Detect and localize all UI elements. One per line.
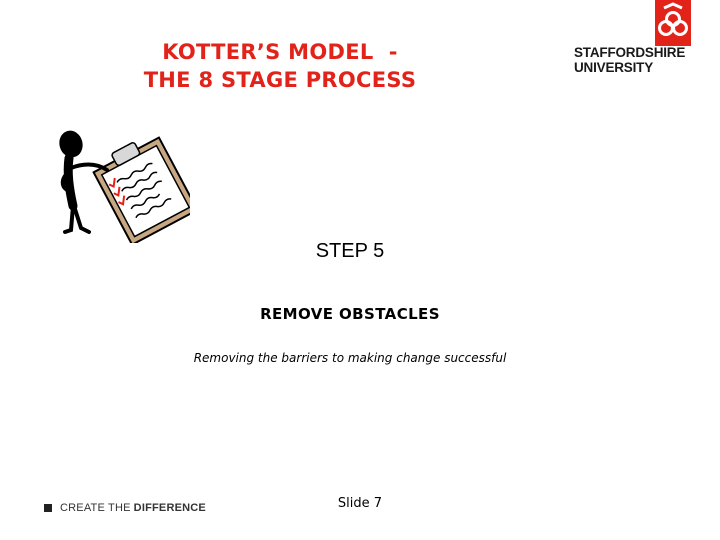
- person-clipboard-illustration: [55, 128, 190, 243]
- university-logo: [570, 0, 695, 80]
- university-name: [574, 45, 685, 75]
- step-label: STEP 5: [315, 240, 385, 262]
- slide-title-line-2: THE 8 STAGE PROCESS: [143, 68, 417, 92]
- university-name-line-1: STAFFORDSHIRE: [574, 45, 686, 60]
- footer-brand-bold: DIFFERENCE: [133, 502, 206, 514]
- university-name-line-2: UNIVERSITY: [574, 60, 654, 75]
- footer-brand: [44, 502, 206, 514]
- slide-title: [120, 38, 440, 94]
- square-icon: [44, 504, 52, 512]
- slide-title-line-1: KOTTER’S MODEL -: [162, 40, 398, 64]
- step-description: Removing the barriers to making change successful: [193, 351, 507, 365]
- university-crest-icon: [655, 0, 691, 46]
- step-heading: REMOVE OBSTACLES: [260, 305, 440, 323]
- slide-number: Slide 7: [337, 496, 383, 511]
- footer-brand-light: CREATE THE: [60, 502, 131, 514]
